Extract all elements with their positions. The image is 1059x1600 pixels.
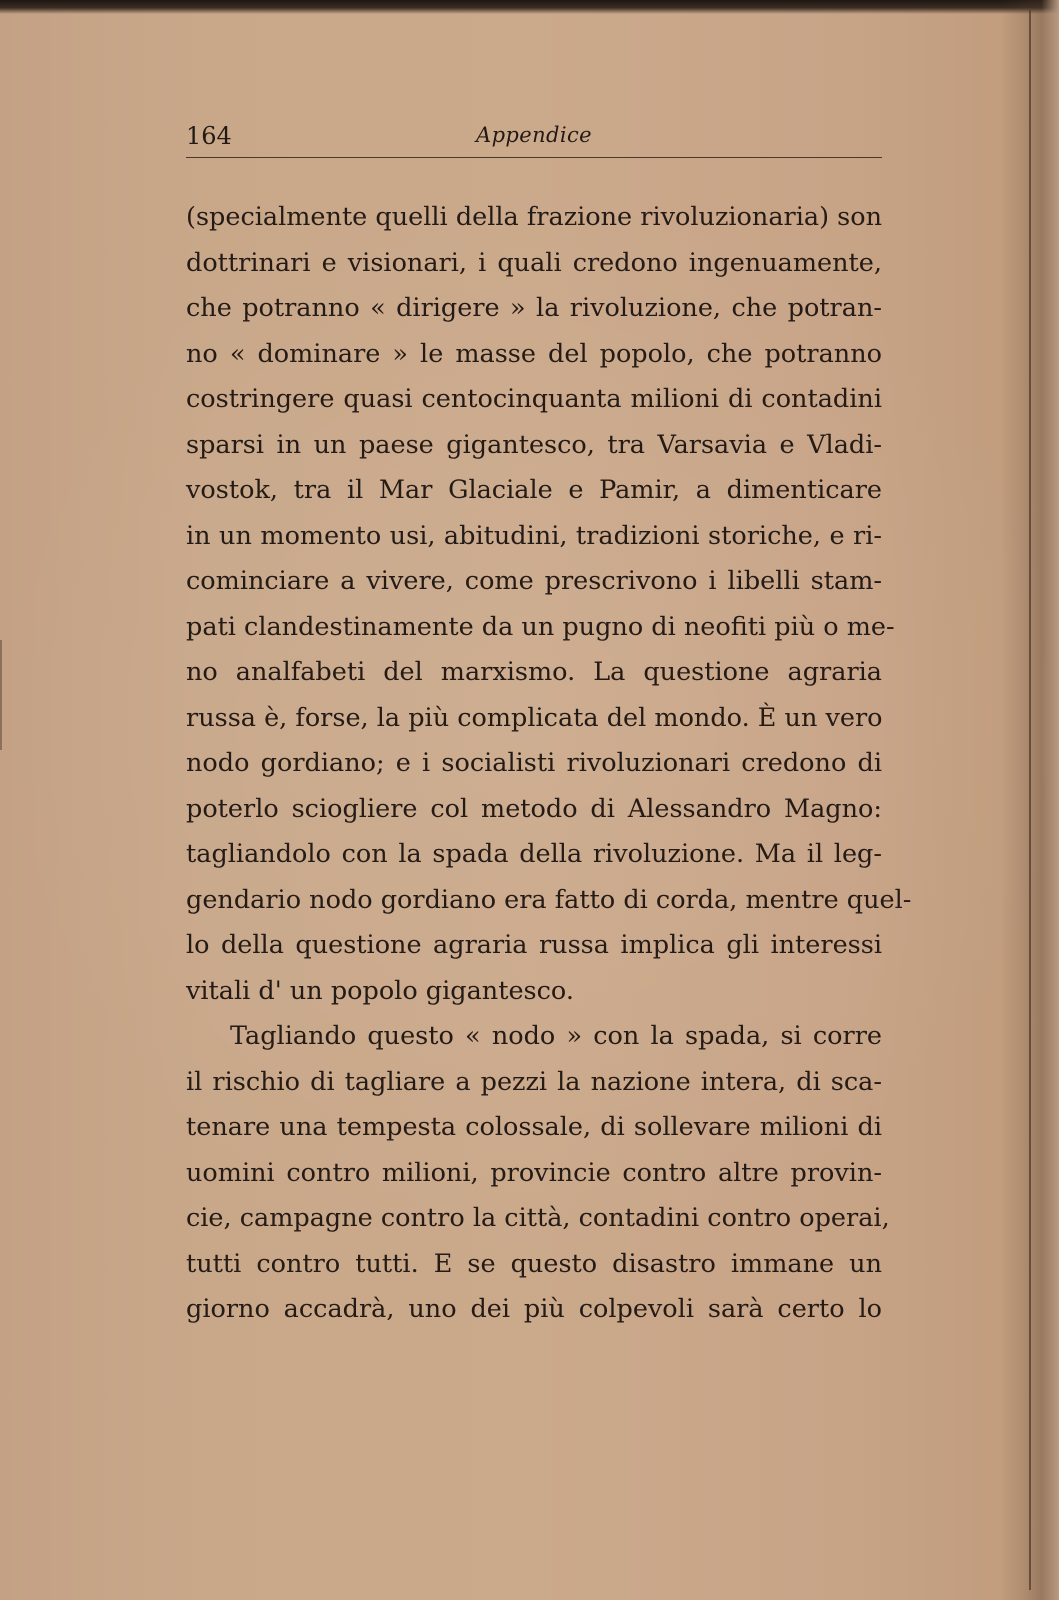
- text-line: vitali d' un popolo gigantesco.: [186, 975, 574, 1006]
- text-line: no « dominare » le masse del popolo, che potranno: [186, 338, 882, 369]
- text-line: (specialmente quelli della frazione rivoluzionaria) son: [186, 202, 882, 232]
- text-line: vostok, tra il Mar Glaciale e Pamir, a dimenticare: [186, 475, 882, 505]
- text-line: uomini contro milioni, provincie contro altre provin-: [186, 1157, 882, 1188]
- text-line: giorno accadrà, uno dei più colpevoli sarà certo lo: [186, 1294, 882, 1324]
- text-line: in un momento usi, abitudini, tradizioni storiche, e ri-: [186, 520, 882, 551]
- text-line: cie, campagne contro la città, contadini contro operai,: [186, 1203, 890, 1233]
- text-line: dottrinari e visionari, i quali credono ingenuamente,: [186, 247, 882, 278]
- left-margin-marks: [0, 640, 10, 750]
- text-line: che potranno « dirigere » la rivoluzione, che potran-: [186, 293, 882, 323]
- running-head: Appendice: [476, 123, 592, 147]
- text-line: russa è, forse, la più complicata del mondo. È un vero: [186, 702, 883, 733]
- paragraph-start-line: Tagliando questo « nodo » con la spada, si corre: [230, 1021, 882, 1051]
- text-line: tenare una tempesta colossale, di sollevare milioni di: [186, 1112, 882, 1142]
- page-number: 164: [186, 122, 232, 150]
- text-line: il rischio di tagliare a pezzi la nazione intera, di sca-: [186, 1066, 882, 1097]
- text-line: lo della questione agraria russa implica gli interessi: [186, 930, 882, 960]
- page-edge-shadow: [1029, 10, 1031, 1590]
- text-line: no analfabeti del marxismo. La questione agraria: [186, 657, 882, 687]
- header-rule: [186, 157, 882, 158]
- text-line: tutti contro tutti. E se questo disastro immane un: [186, 1248, 882, 1279]
- text-line: poterlo sciogliere col metodo di Alessandro Magno:: [186, 793, 882, 824]
- text-line: cominciare a vivere, come prescrivono i libelli stam-: [186, 566, 882, 596]
- text-line: tagliandolo con la spada della rivoluzione. Ma il leg-: [186, 839, 882, 869]
- page-body-text: [186, 195, 912, 1333]
- text-line: nodo gordiano; e i socialisti rivoluzionari credono di: [186, 748, 882, 778]
- text-line: gendario nodo gordiano era fatto di corda, mentre quel-: [186, 884, 912, 915]
- text-line: sparsi in un paese gigantesco, tra Varsavia e Vladi-: [186, 429, 882, 460]
- text-line: pati clandestinamente da un pugno di neofiti più o me-: [186, 611, 895, 642]
- text-line: costringere quasi centocinquanta milioni di contadini: [186, 384, 882, 414]
